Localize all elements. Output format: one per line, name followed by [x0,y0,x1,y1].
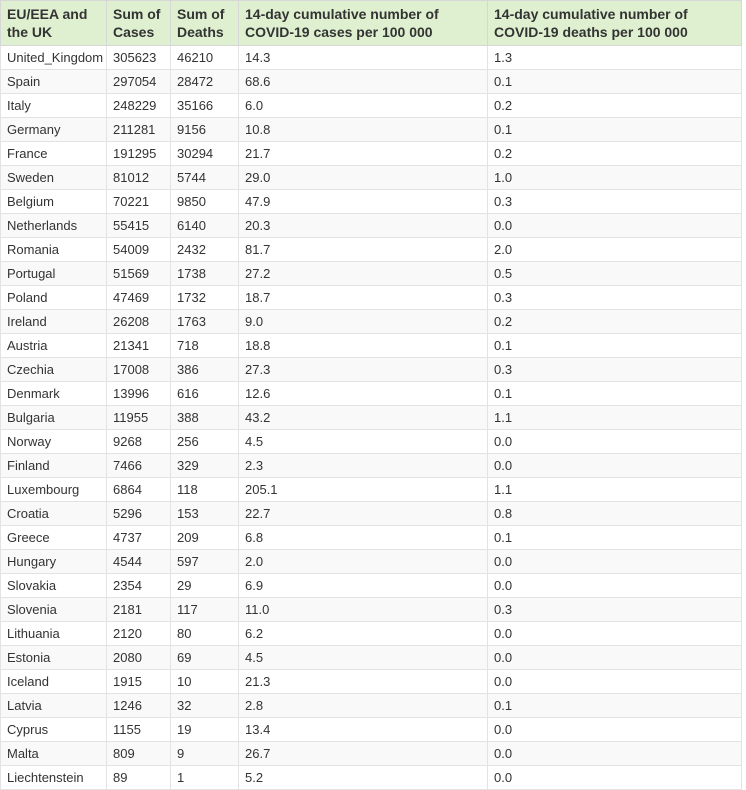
table-row [1,310,742,334]
cell-country: Latvia [1,694,107,718]
cell-sum-deaths: 30294 [171,142,239,166]
table-row [1,622,742,646]
cell-14day-cases: 12.6 [239,382,488,406]
table-row [1,118,742,142]
table-row [1,238,742,262]
table-row [1,70,742,94]
cell-sum-cases: 2354 [107,574,171,598]
cell-sum-cases: 55415 [107,214,171,238]
cell-14day-deaths: 0.3 [488,358,742,382]
cell-country: Croatia [1,502,107,526]
table-row [1,478,742,502]
cell-14day-cases: 4.5 [239,646,488,670]
cell-14day-deaths: 0.1 [488,526,742,550]
cell-sum-cases: 4737 [107,526,171,550]
table-row [1,670,742,694]
table-row [1,214,742,238]
cell-country: Netherlands [1,214,107,238]
cell-14day-deaths: 0.3 [488,286,742,310]
cell-sum-deaths: 32 [171,694,239,718]
cell-14day-deaths: 0.2 [488,142,742,166]
cell-country: Hungary [1,550,107,574]
cell-sum-cases: 5296 [107,502,171,526]
cell-sum-cases: 6864 [107,478,171,502]
cell-14day-cases: 4.5 [239,430,488,454]
cell-sum-deaths: 46210 [171,46,239,70]
cell-sum-cases: 7466 [107,454,171,478]
cell-sum-deaths: 29 [171,574,239,598]
cell-sum-deaths: 118 [171,478,239,502]
table-row [1,742,742,766]
table-row [1,598,742,622]
cell-sum-cases: 2181 [107,598,171,622]
table-row [1,574,742,598]
cell-14day-deaths: 2.0 [488,238,742,262]
table-row [1,718,742,742]
cell-country: Germany [1,118,107,142]
cell-14day-cases: 2.3 [239,454,488,478]
cell-sum-cases: 191295 [107,142,171,166]
cell-sum-cases: 54009 [107,238,171,262]
cell-14day-cases: 9.0 [239,310,488,334]
cell-14day-deaths: 0.0 [488,550,742,574]
table-row [1,262,742,286]
cell-14day-cases: 18.8 [239,334,488,358]
cell-14day-cases: 81.7 [239,238,488,262]
table-row [1,694,742,718]
cell-14day-cases: 26.7 [239,742,488,766]
cell-14day-cases: 21.7 [239,142,488,166]
cell-sum-cases: 51569 [107,262,171,286]
table-row [1,646,742,670]
cell-14day-deaths: 1.0 [488,166,742,190]
cell-14day-cases: 68.6 [239,70,488,94]
cell-14day-deaths: 0.0 [488,670,742,694]
table-row [1,766,742,790]
cell-sum-deaths: 209 [171,526,239,550]
cell-sum-cases: 26208 [107,310,171,334]
cell-14day-deaths: 0.0 [488,646,742,670]
cell-sum-deaths: 9850 [171,190,239,214]
cell-country: Slovakia [1,574,107,598]
cell-14day-deaths: 0.8 [488,502,742,526]
cell-country: Greece [1,526,107,550]
cell-country: Lithuania [1,622,107,646]
cell-14day-cases: 29.0 [239,166,488,190]
cell-country: Ireland [1,310,107,334]
header-country: EU/EEA and the UK [1,1,107,46]
cell-sum-deaths: 80 [171,622,239,646]
cell-sum-cases: 2080 [107,646,171,670]
table-row [1,430,742,454]
cell-country: Portugal [1,262,107,286]
cell-14day-deaths: 0.1 [488,694,742,718]
cell-sum-deaths: 256 [171,430,239,454]
cell-country: Austria [1,334,107,358]
cell-sum-cases: 81012 [107,166,171,190]
cell-14day-deaths: 0.0 [488,454,742,478]
cell-14day-cases: 2.0 [239,550,488,574]
cell-sum-deaths: 329 [171,454,239,478]
cell-14day-deaths: 1.1 [488,406,742,430]
table-row [1,454,742,478]
cell-sum-deaths: 35166 [171,94,239,118]
cell-sum-cases: 13996 [107,382,171,406]
header-sum-cases: Sum of Cases [107,1,171,46]
cell-sum-deaths: 69 [171,646,239,670]
cell-sum-cases: 248229 [107,94,171,118]
table-body [1,46,742,790]
cell-sum-cases: 1155 [107,718,171,742]
cell-country: Estonia [1,646,107,670]
cell-sum-deaths: 388 [171,406,239,430]
cell-sum-cases: 70221 [107,190,171,214]
cell-country: Luxembourg [1,478,107,502]
cell-14day-cases: 18.7 [239,286,488,310]
cell-sum-deaths: 117 [171,598,239,622]
cell-sum-deaths: 718 [171,334,239,358]
cell-14day-cases: 43.2 [239,406,488,430]
table-row [1,166,742,190]
cell-sum-deaths: 616 [171,382,239,406]
cell-sum-deaths: 1 [171,766,239,790]
cell-sum-cases: 89 [107,766,171,790]
table-row [1,190,742,214]
cell-sum-deaths: 5744 [171,166,239,190]
cell-country: Poland [1,286,107,310]
cell-14day-cases: 6.0 [239,94,488,118]
table-row [1,550,742,574]
cell-14day-deaths: 0.0 [488,214,742,238]
cell-14day-deaths: 0.5 [488,262,742,286]
cell-country: France [1,142,107,166]
cell-sum-cases: 9268 [107,430,171,454]
cell-14day-deaths: 0.0 [488,766,742,790]
cell-14day-deaths: 0.0 [488,742,742,766]
cell-14day-cases: 205.1 [239,478,488,502]
cell-14day-cases: 21.3 [239,670,488,694]
cell-country: Iceland [1,670,107,694]
cell-country: Norway [1,430,107,454]
cell-sum-cases: 305623 [107,46,171,70]
header-row [1,1,742,46]
cell-country: Belgium [1,190,107,214]
cell-sum-deaths: 1738 [171,262,239,286]
cell-14day-deaths: 0.0 [488,718,742,742]
table-header [1,1,742,46]
cell-country: Spain [1,70,107,94]
cell-sum-cases: 1246 [107,694,171,718]
table-row [1,406,742,430]
cell-14day-cases: 10.8 [239,118,488,142]
header-14day-cases: 14-day cumulative number of COVID-19 cases per 100 000 [239,1,488,46]
cell-14day-cases: 11.0 [239,598,488,622]
cell-sum-cases: 297054 [107,70,171,94]
cell-14day-cases: 27.2 [239,262,488,286]
cell-country: Bulgaria [1,406,107,430]
cell-country: Czechia [1,358,107,382]
header-14day-deaths: 14-day cumulative number of COVID-19 deaths per 100 000 [488,1,742,46]
cell-14day-cases: 22.7 [239,502,488,526]
cell-sum-cases: 47469 [107,286,171,310]
cell-14day-deaths: 1.3 [488,46,742,70]
cell-14day-cases: 6.8 [239,526,488,550]
cell-country: Sweden [1,166,107,190]
cell-sum-deaths: 9156 [171,118,239,142]
cell-14day-deaths: 0.1 [488,382,742,406]
cell-sum-deaths: 1732 [171,286,239,310]
cell-14day-cases: 5.2 [239,766,488,790]
cell-14day-deaths: 0.1 [488,70,742,94]
cell-country: Liechtenstein [1,766,107,790]
cell-sum-cases: 1915 [107,670,171,694]
cell-country: Malta [1,742,107,766]
cell-14day-deaths: 0.0 [488,622,742,646]
cell-country: United_Kingdom [1,46,107,70]
header-sum-deaths: Sum of Deaths [171,1,239,46]
cell-sum-cases: 2120 [107,622,171,646]
cell-country: Slovenia [1,598,107,622]
cell-sum-cases: 809 [107,742,171,766]
cell-14day-deaths: 0.0 [488,574,742,598]
cell-sum-deaths: 2432 [171,238,239,262]
cell-country: Cyprus [1,718,107,742]
cell-14day-cases: 27.3 [239,358,488,382]
cell-14day-deaths: 0.2 [488,310,742,334]
table-row [1,94,742,118]
cell-14day-cases: 20.3 [239,214,488,238]
table-row [1,526,742,550]
cell-sum-cases: 17008 [107,358,171,382]
cell-sum-deaths: 9 [171,742,239,766]
cell-sum-cases: 21341 [107,334,171,358]
table-row [1,502,742,526]
cell-14day-deaths: 1.1 [488,478,742,502]
cell-country: Denmark [1,382,107,406]
cell-sum-deaths: 10 [171,670,239,694]
cell-sum-deaths: 19 [171,718,239,742]
cell-14day-cases: 13.4 [239,718,488,742]
cell-sum-deaths: 386 [171,358,239,382]
cell-sum-deaths: 28472 [171,70,239,94]
cell-14day-cases: 2.8 [239,694,488,718]
cell-sum-deaths: 597 [171,550,239,574]
cell-14day-deaths: 0.0 [488,430,742,454]
cell-14day-cases: 47.9 [239,190,488,214]
cell-14day-cases: 6.2 [239,622,488,646]
cell-sum-deaths: 6140 [171,214,239,238]
cell-country: Romania [1,238,107,262]
table-row [1,382,742,406]
cell-sum-deaths: 1763 [171,310,239,334]
cell-sum-cases: 4544 [107,550,171,574]
cell-14day-cases: 14.3 [239,46,488,70]
cell-sum-deaths: 153 [171,502,239,526]
cell-sum-cases: 211281 [107,118,171,142]
cell-14day-deaths: 0.1 [488,334,742,358]
cell-14day-deaths: 0.3 [488,598,742,622]
table-row [1,142,742,166]
table-row [1,286,742,310]
table-row [1,358,742,382]
cell-country: Italy [1,94,107,118]
cell-sum-cases: 11955 [107,406,171,430]
cell-14day-deaths: 0.2 [488,94,742,118]
cell-country: Finland [1,454,107,478]
cell-14day-cases: 6.9 [239,574,488,598]
cell-14day-deaths: 0.1 [488,118,742,142]
table-row [1,46,742,70]
cell-14day-deaths: 0.3 [488,190,742,214]
table-row [1,334,742,358]
